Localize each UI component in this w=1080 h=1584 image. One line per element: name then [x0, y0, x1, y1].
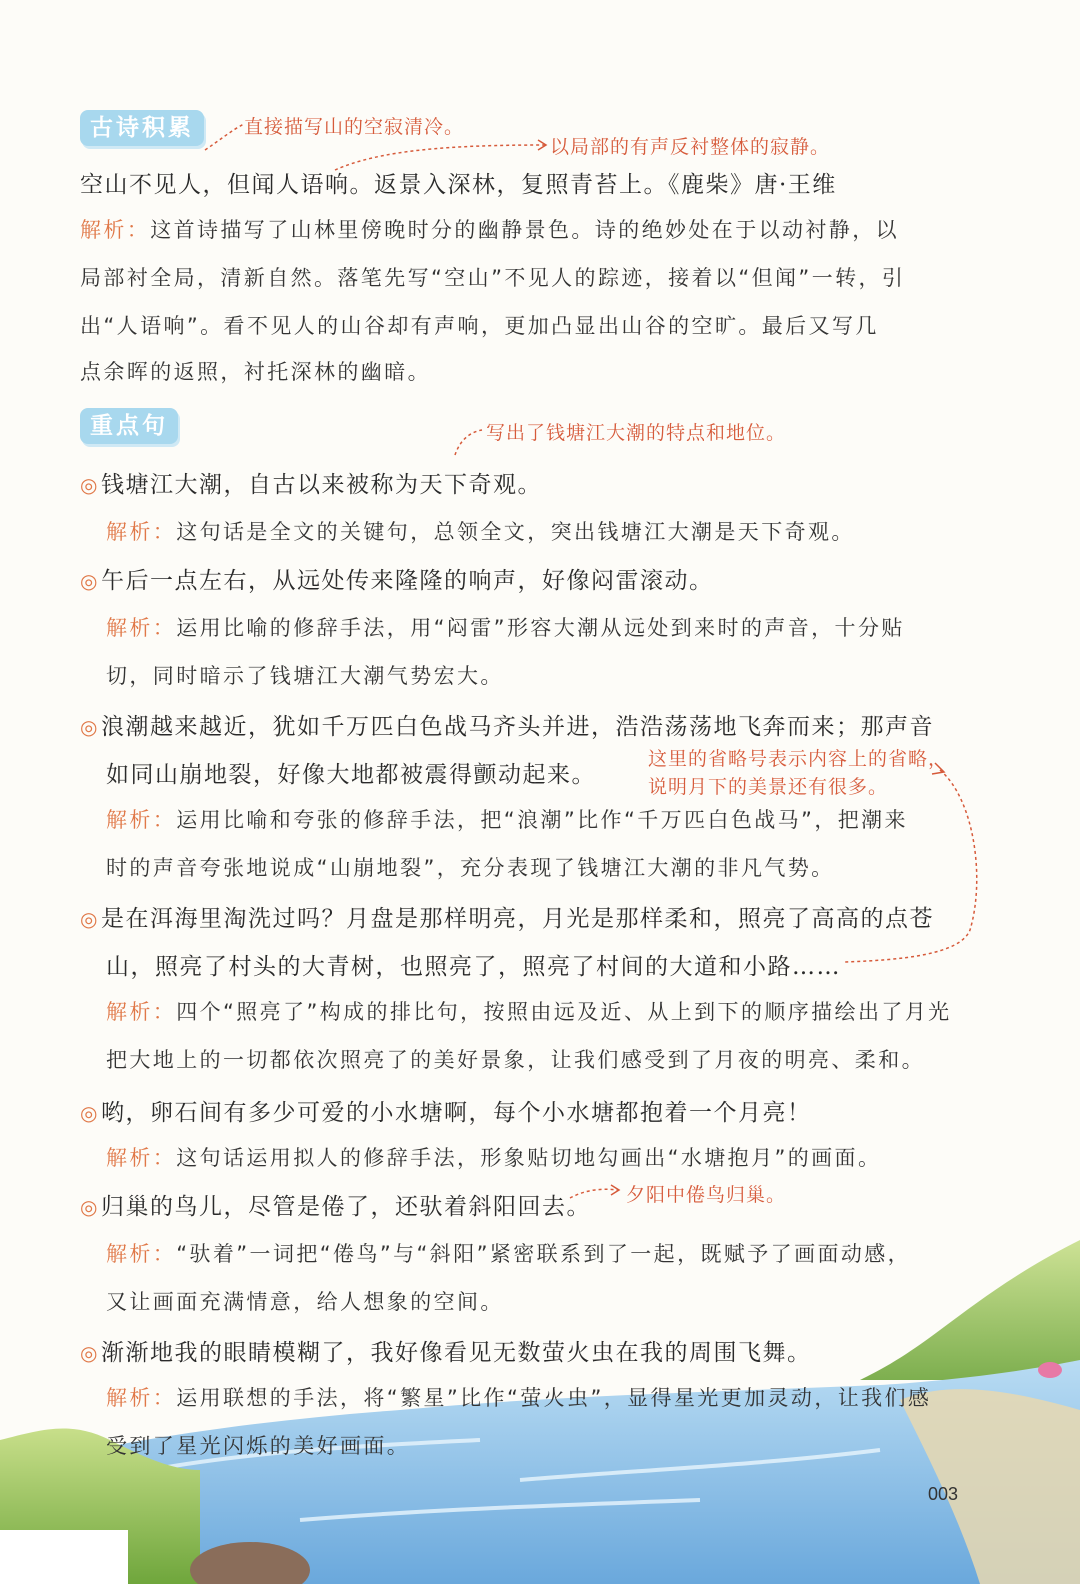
annotation-ellipsis-2: 说明月下的美景还有很多。 — [648, 776, 889, 798]
annotation-ellipsis-1: 这里的省略号表示内容上的省略， — [648, 748, 949, 770]
analysis-line: 解析：运用比喻和夸张的修辞手法，把“浪潮”比作“千万匹白色战马”，把潮来 — [106, 808, 908, 832]
analysis-line: 局部衬全局，清新自然。落笔先写“空山”不见人的踪迹，接着以“但闻”一转，引 — [80, 266, 906, 290]
analysis-line: 解析：这首诗描写了山林里傍晚时分的幽静景色。诗的绝妙处在于以动衬静，以 — [80, 218, 899, 242]
analysis-label: 解析： — [80, 218, 151, 242]
key-sentence-continued: 如同山崩地裂，好像大地都被震得颤动起来。 — [106, 762, 596, 788]
key-sentence: ◎午后一点左右，从远处传来隆隆的响声，好像闷雷滚动。 — [80, 568, 714, 594]
analysis-line: 出“人语响”。看不见人的山谷却有声响，更加凸显出山谷的空旷。最后又写几 — [80, 314, 879, 338]
key-sentence: ◎归巢的鸟儿，尽管是倦了，还驮着斜阳回去。 — [80, 1194, 591, 1220]
key-sentence: ◎渐渐地我的眼睛模糊了，我好像看见无数萤火虫在我的周围飞舞。 — [80, 1340, 812, 1366]
poem-text: 空山不见人，但闻人语响。返景入深林，复照青苔上。《鹿柴》唐·王维 — [80, 172, 837, 198]
section-tag-ancient-poetry: 古诗积累 — [80, 110, 204, 146]
page-number: 003 — [928, 1484, 959, 1504]
analysis-line: 切，同时暗示了钱塘江大潮气势宏大。 — [106, 664, 504, 688]
analysis-line: 解析：四个“照亮了”构成的排比句，按照由远及近、从上到下的顺序描绘出了月光 — [106, 1000, 952, 1024]
analysis-line: 把大地上的一切都依次照亮了的美好景象，让我们感受到了月夜的明亮、柔和。 — [106, 1048, 925, 1072]
key-sentence-continued: 山，照亮了村头的大青树，也照亮了，照亮了村间的大道和小路…… — [106, 954, 841, 980]
annotation-sound-contrast: 以局部的有声反衬整体的寂静。 — [550, 136, 831, 158]
analysis-line: 受到了星光闪烁的美好画面。 — [106, 1434, 411, 1458]
annotation-mountain: 直接描写山的空寂清冷。 — [244, 116, 465, 138]
key-sentence: ◎哟，卵石间有多少可爱的小水塘啊，每个小水塘都抱着一个月亮！ — [80, 1100, 812, 1126]
analysis-line: 解析：这句话是全文的关键句，总领全文，突出钱塘江大潮是天下奇观。 — [106, 520, 855, 544]
section-tag-key-sentences: 重点句 — [80, 408, 178, 444]
analysis-line: 解析：运用联想的手法，将“繁星”比作“萤火虫”，显得星光更加灵动，让我们感 — [106, 1386, 932, 1410]
analysis-line: 点余晖的返照，衬托深林的幽暗。 — [80, 360, 431, 384]
analysis-line: 解析：运用比喻的修辞手法，用“闷雷”形容大潮从远处到来时的声音，十分贴 — [106, 616, 905, 640]
annotation-qiantang: 写出了钱塘江大潮的特点和地位。 — [486, 422, 787, 444]
analysis-line: 解析：这句话运用拟人的修辞手法，形象贴切地勾画出“水塘抱月”的画面。 — [106, 1146, 882, 1170]
key-sentence: ◎钱塘江大潮，自古以来被称为天下奇观。 — [80, 472, 542, 498]
analysis-line: 又让画面充满情意，给人想象的空间。 — [106, 1290, 504, 1314]
key-sentence: ◎浪潮越来越近，犹如千万匹白色战马齐头并进，浩浩荡荡地飞奔而来；那声音 — [80, 714, 934, 740]
key-sentence: ◎是在洱海里淘洗过吗？月盘是那样明亮，月光是那样柔和，照亮了高高的点苍 — [80, 906, 934, 932]
annotation-sunset: 夕阳中倦鸟归巢。 — [626, 1184, 787, 1206]
flower — [1038, 1362, 1062, 1378]
analysis-line: 时的声音夸张地说成“山崩地裂”，充分表现了钱塘江大潮的非凡气势。 — [106, 856, 835, 880]
analysis-line: 解析：“驮着”一词把“倦鸟”与“斜阳”紧密联系到了一起，既赋予了画面动感， — [106, 1242, 912, 1266]
